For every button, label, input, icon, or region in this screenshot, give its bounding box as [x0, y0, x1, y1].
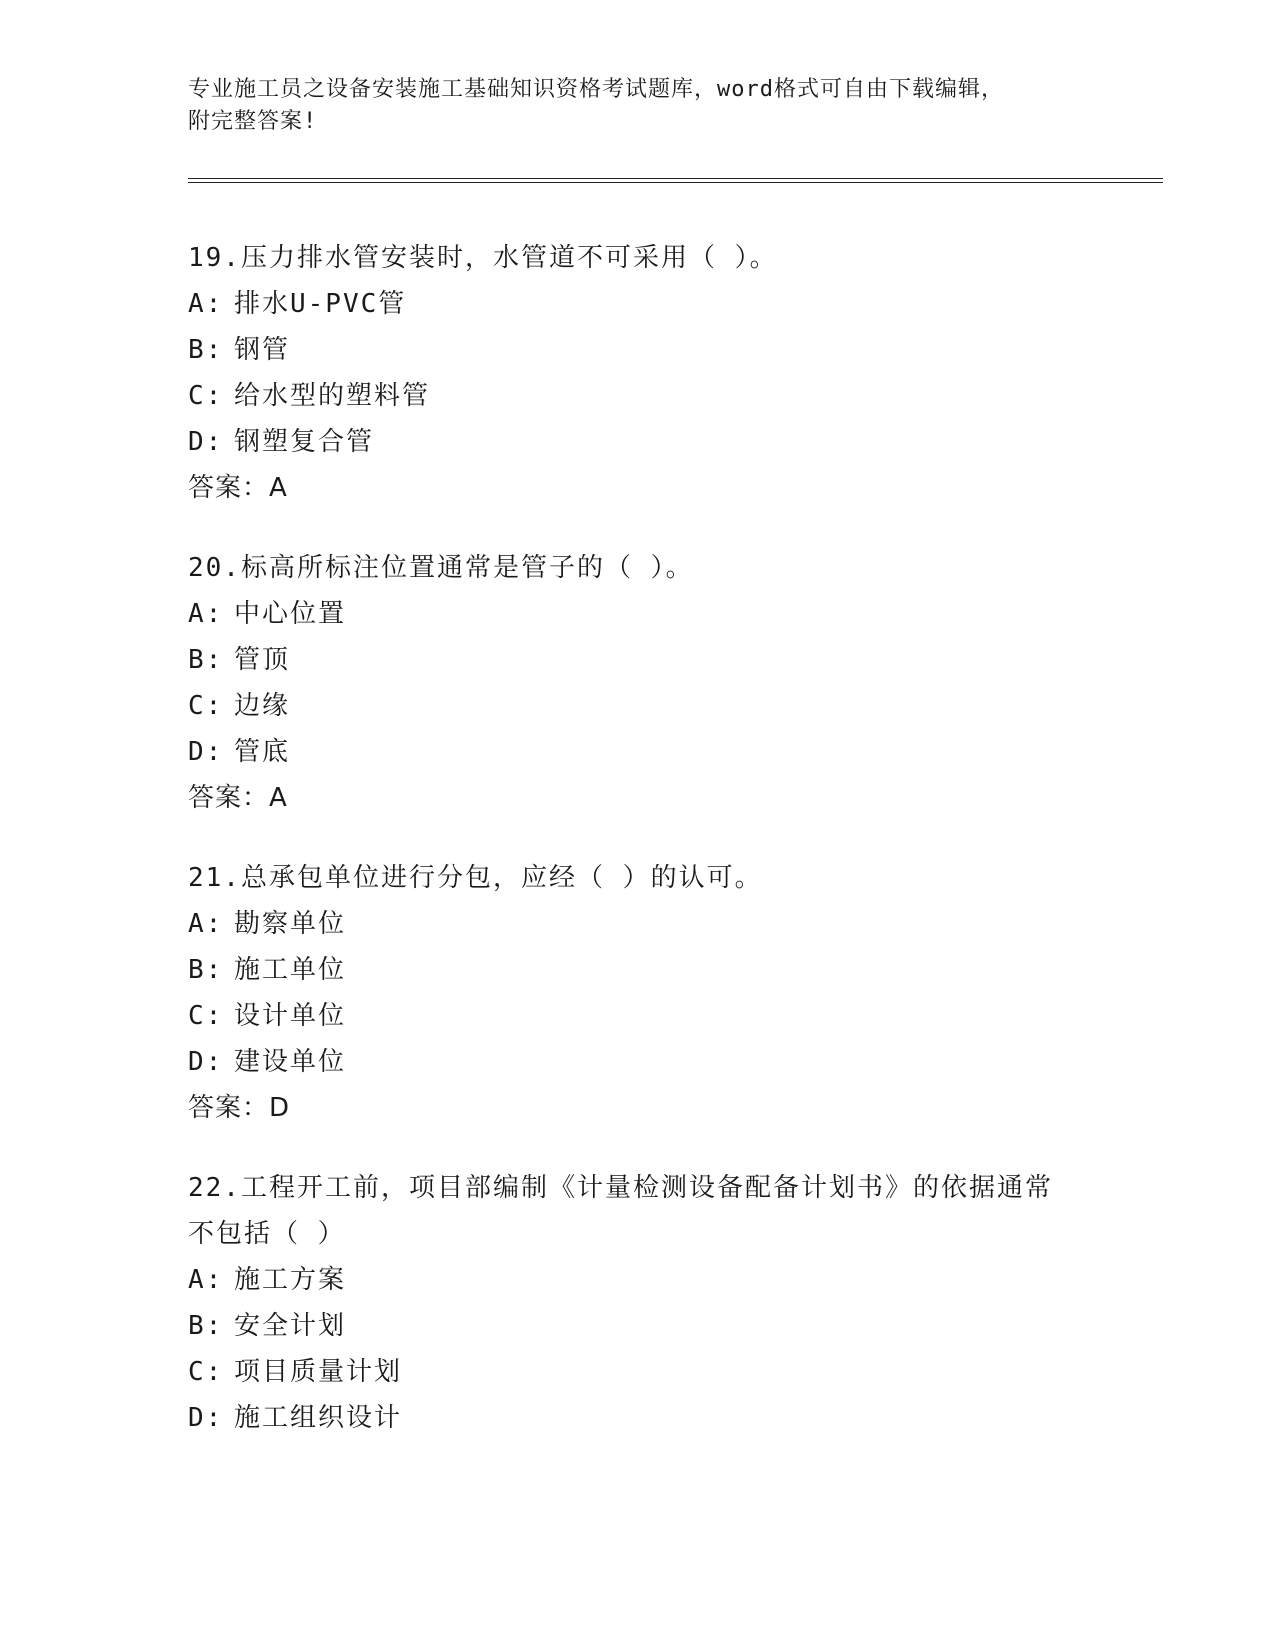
answer-option: [188, 419, 1163, 465]
answer-option: [188, 901, 1163, 947]
option-letter: B:: [188, 1311, 224, 1341]
option-text: 勘察单位: [234, 909, 347, 939]
option-letter: B:: [188, 645, 224, 675]
option-letter: A:: [188, 599, 224, 629]
answer-option: [188, 591, 1163, 637]
answer-option: [188, 373, 1163, 419]
question-stem: 20.标高所标注位置通常是管子的（ ）。: [188, 553, 694, 583]
answer-option: [188, 1303, 1163, 1349]
question-stem: 19.压力排水管安装时，水管道不可采用（ ）。: [188, 243, 778, 273]
answer-key: 答案：A: [188, 473, 288, 503]
question-list: [188, 235, 1163, 1475]
question-block: [188, 235, 1163, 511]
option-letter: B:: [188, 335, 224, 365]
answer-option: [188, 1257, 1163, 1303]
answer-option: [188, 1395, 1163, 1441]
question-stem: 22.工程开工前，项目部编制《计量检测设备配备计划书》的依据通常: [188, 1173, 1053, 1203]
option-letter: B:: [188, 955, 224, 985]
header-divider: [188, 178, 1163, 183]
answer-option: [188, 1349, 1163, 1395]
answer-key: 答案：D: [188, 1093, 291, 1123]
option-text: 管底: [234, 737, 291, 767]
answer-key: 答案：A: [188, 783, 288, 813]
question-block: [188, 1165, 1163, 1441]
question-stem: 不包括（ ）: [188, 1219, 346, 1249]
question-stem: 21.总承包单位进行分包，应经（ ）的认可。: [188, 863, 763, 893]
option-text: 建设单位: [234, 1047, 347, 1077]
option-letter: D:: [188, 1403, 224, 1433]
option-text: 设计单位: [234, 1001, 347, 1031]
option-text: 施工组织设计: [234, 1403, 403, 1433]
answer-option: [188, 327, 1163, 373]
option-letter: C:: [188, 691, 224, 721]
option-letter: C:: [188, 1001, 224, 1031]
option-text: 钢塑复合管: [234, 427, 375, 457]
answer-option: [188, 281, 1163, 327]
option-text: 排水U-PVC管: [234, 289, 407, 319]
answer-option: [188, 729, 1163, 775]
answer-option: [188, 993, 1163, 1039]
option-text: 管顶: [234, 645, 291, 675]
option-text: 中心位置: [234, 599, 347, 629]
option-letter: A:: [188, 909, 224, 939]
option-letter: D:: [188, 427, 224, 457]
option-text: 给水型的塑料管: [234, 381, 431, 411]
option-text: 施工单位: [234, 955, 347, 985]
option-letter: D:: [188, 737, 224, 767]
document-header: [188, 74, 1088, 138]
answer-option: [188, 683, 1163, 729]
option-text: 钢管: [234, 335, 291, 365]
option-text: 项目质量计划: [234, 1357, 403, 1387]
option-letter: C:: [188, 381, 224, 411]
header-line-2: 附完整答案!: [188, 109, 318, 134]
option-text: 施工方案: [234, 1265, 347, 1295]
option-letter: A:: [188, 1265, 224, 1295]
answer-option: [188, 947, 1163, 993]
header-line-1: 专业施工员之设备安装施工基础知识资格考试题库，word格式可自由下载编辑，: [188, 77, 1004, 102]
answer-option: [188, 637, 1163, 683]
option-letter: A:: [188, 289, 224, 319]
question-block: [188, 855, 1163, 1131]
option-letter: C:: [188, 1357, 224, 1387]
answer-option: [188, 1039, 1163, 1085]
option-letter: D:: [188, 1047, 224, 1077]
option-text: 边缘: [234, 691, 291, 721]
option-text: 安全计划: [234, 1311, 347, 1341]
question-block: [188, 545, 1163, 821]
